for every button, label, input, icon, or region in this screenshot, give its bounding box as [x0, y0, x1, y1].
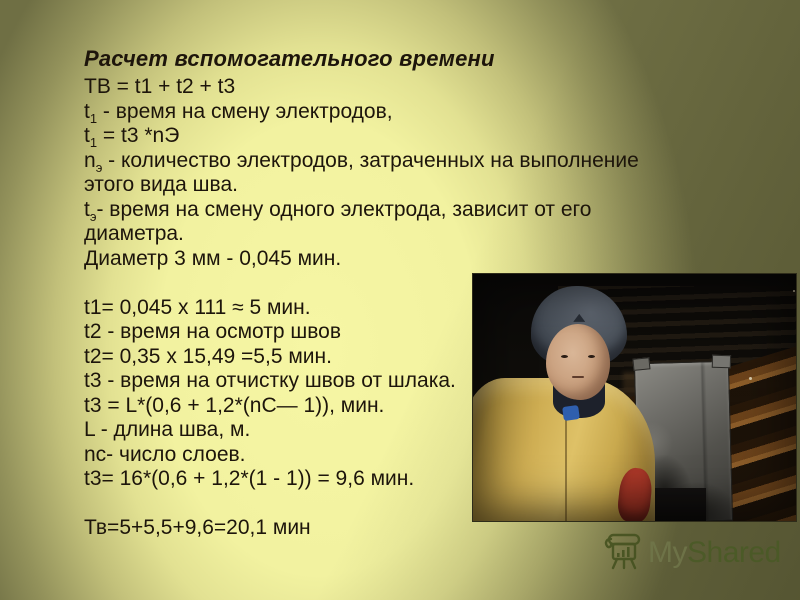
- text-line: Диаметр 3 мм - 0,045 мин.: [84, 246, 342, 270]
- slide-title: Расчет вспомогательного времени: [84, 46, 495, 71]
- text-line: t1= 0,045 x 111 ≈ 5 мин.: [84, 295, 311, 319]
- myshared-flipchart-icon: [603, 531, 643, 575]
- photo-vignette: [473, 274, 796, 521]
- watermark-text: [648, 538, 781, 568]
- text-line: $n_э$ - количество электродов, затраченных на выполнение: [84, 148, 639, 175]
- text-line: L - длина шва, м.: [84, 418, 251, 441]
- text-line: диаметра.: [84, 222, 184, 245]
- text-line: ТВ = t1 + t2 + t3: [84, 75, 236, 98]
- text-line: t3= 16*(0,6 + 1,2*(1 - 1)) = 9,6 мин.: [84, 467, 415, 490]
- text-line: $t_э-$ время на смену одного электрода, зависит от его: [84, 197, 592, 224]
- watermark-shared: Shared: [687, 536, 781, 569]
- text-line: t2 - время на осмотр швов: [84, 320, 342, 343]
- text-line: $t_1$ - время на смену электродов,: [84, 99, 393, 126]
- text-line: этого вида шва.: [84, 173, 238, 196]
- text-line: t2= 0,35 x 15,49 =5,5 мин.: [84, 344, 332, 368]
- myshared-watermark: [603, 531, 781, 575]
- watermark-my: My: [648, 536, 687, 569]
- text-line: t3 - время на отчистку швов от шлака.: [84, 369, 456, 392]
- text-line: $t_1 = t3$ *nЭ: [84, 124, 180, 151]
- welder-photo: [472, 273, 797, 522]
- text-line: nc- число слоев.: [84, 442, 246, 466]
- text-line: t3 = L*(0,6 + 1,2*(nС— 1)), мин.: [84, 393, 385, 417]
- text-line: Тв=5+5,5+9,6=20,1 мин: [84, 516, 311, 539]
